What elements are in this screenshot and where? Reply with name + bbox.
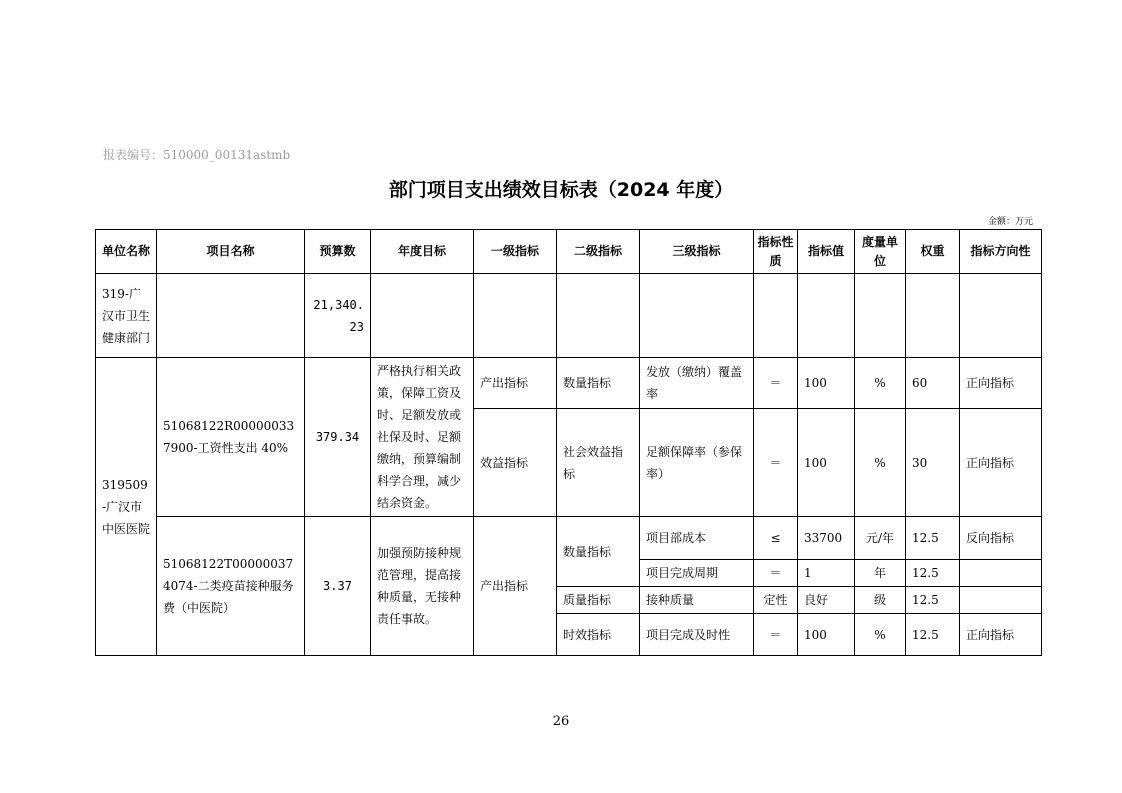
header-cell: 项目名称 (157, 230, 305, 274)
project-name: 51068122T000000374074-二类疫苗接种服务费（中医院） (157, 517, 305, 656)
performance-target-table (95, 229, 1042, 656)
level2-indicator: 社会效益指标 (557, 409, 640, 517)
indicator-nature: 定性 (754, 587, 798, 614)
project-budget: 3.37 (305, 517, 371, 656)
direction: 正向指标 (960, 409, 1042, 517)
measure-unit: 元/年 (855, 517, 906, 560)
direction: 正向指标 (960, 614, 1042, 656)
direction (960, 560, 1042, 587)
indicator-value: 100 (798, 358, 855, 409)
level3-indicator: 项目完成及时性 (640, 614, 754, 656)
indicator-nature: ＝ (754, 614, 798, 656)
measure-unit: % (855, 358, 906, 409)
header-row (96, 230, 1042, 274)
indicator-value: 1 (798, 560, 855, 587)
page-number: 26 (552, 714, 570, 729)
level2-indicator: 数量指标 (557, 358, 640, 409)
project-budget: 379.34 (305, 358, 371, 517)
header-cell: 单位名称 (96, 230, 157, 274)
measure-unit: 级 (855, 587, 906, 614)
weight: 12.5 (906, 587, 960, 614)
weight: 12.5 (906, 560, 960, 587)
weight: 12.5 (906, 517, 960, 560)
indicator-nature: ＝ (754, 409, 798, 517)
table-row (96, 274, 1042, 358)
measure-unit: % (855, 409, 906, 517)
level3-indicator: 接种质量 (640, 587, 754, 614)
header-cell: 权重 (906, 230, 960, 274)
project-name: 51068122R000000337900-工资性支出 40% (157, 358, 305, 517)
annual-goal: 加强预防接种规范管理，提高接种质量，无接种责任事故。 (371, 517, 474, 656)
table-row (96, 358, 1042, 409)
indicator-value: 100 (798, 409, 855, 517)
dept-name: 319-广汉市卫生健康部门 (96, 274, 157, 358)
level2-indicator: 数量指标 (557, 517, 640, 587)
level1-indicator: 产出指标 (474, 517, 557, 656)
header-cell: 年度目标 (371, 230, 474, 274)
measure-unit: 年 (855, 560, 906, 587)
report-number: 报表编号：510000_00131astmb (103, 148, 291, 162)
direction: 反向指标 (960, 517, 1042, 560)
indicator-nature: ＝ (754, 358, 798, 409)
header-cell: 一级指标 (474, 230, 557, 274)
indicator-nature: ≤ (754, 517, 798, 560)
dept-budget: 21,340.23 (305, 274, 371, 358)
amount-unit: 金额：万元 (987, 217, 1033, 227)
header-cell: 三级指标 (640, 230, 754, 274)
direction: 正向指标 (960, 358, 1042, 409)
indicator-nature: ＝ (754, 560, 798, 587)
weight: 30 (906, 409, 960, 517)
table-row (96, 517, 1042, 560)
header-cell: 指标性质 (754, 230, 798, 274)
level1-indicator: 效益指标 (474, 409, 557, 517)
header-cell: 度量单位 (855, 230, 906, 274)
level3-indicator: 足额保障率（参保率） (640, 409, 754, 517)
indicator-value: 良好 (798, 587, 855, 614)
level3-indicator: 发放（缴纳）覆盖率 (640, 358, 754, 409)
weight: 60 (906, 358, 960, 409)
direction (960, 587, 1042, 614)
unit-name: 319509-广汉市中医医院 (96, 358, 157, 656)
level1-indicator: 产出指标 (474, 358, 557, 409)
level3-indicator: 项目完成周期 (640, 560, 754, 587)
indicator-value: 100 (798, 614, 855, 656)
header-cell: 二级指标 (557, 230, 640, 274)
indicator-value: 33700 (798, 517, 855, 560)
measure-unit: % (855, 614, 906, 656)
header-cell: 指标方向性 (960, 230, 1042, 274)
level3-indicator: 项目部成本 (640, 517, 754, 560)
header-cell: 预算数 (305, 230, 371, 274)
level2-indicator: 时效指标 (557, 614, 640, 656)
header-cell: 指标值 (798, 230, 855, 274)
level2-indicator: 质量指标 (557, 587, 640, 614)
weight: 12.5 (906, 614, 960, 656)
annual-goal: 严格执行相关政策，保障工资及时、足额发放或社保及时、足额缴纳，预算编制科学合理，减少结余资金。 (371, 358, 474, 517)
page-title: 部门项目支出绩效目标表（2024 年度） (388, 179, 734, 201)
